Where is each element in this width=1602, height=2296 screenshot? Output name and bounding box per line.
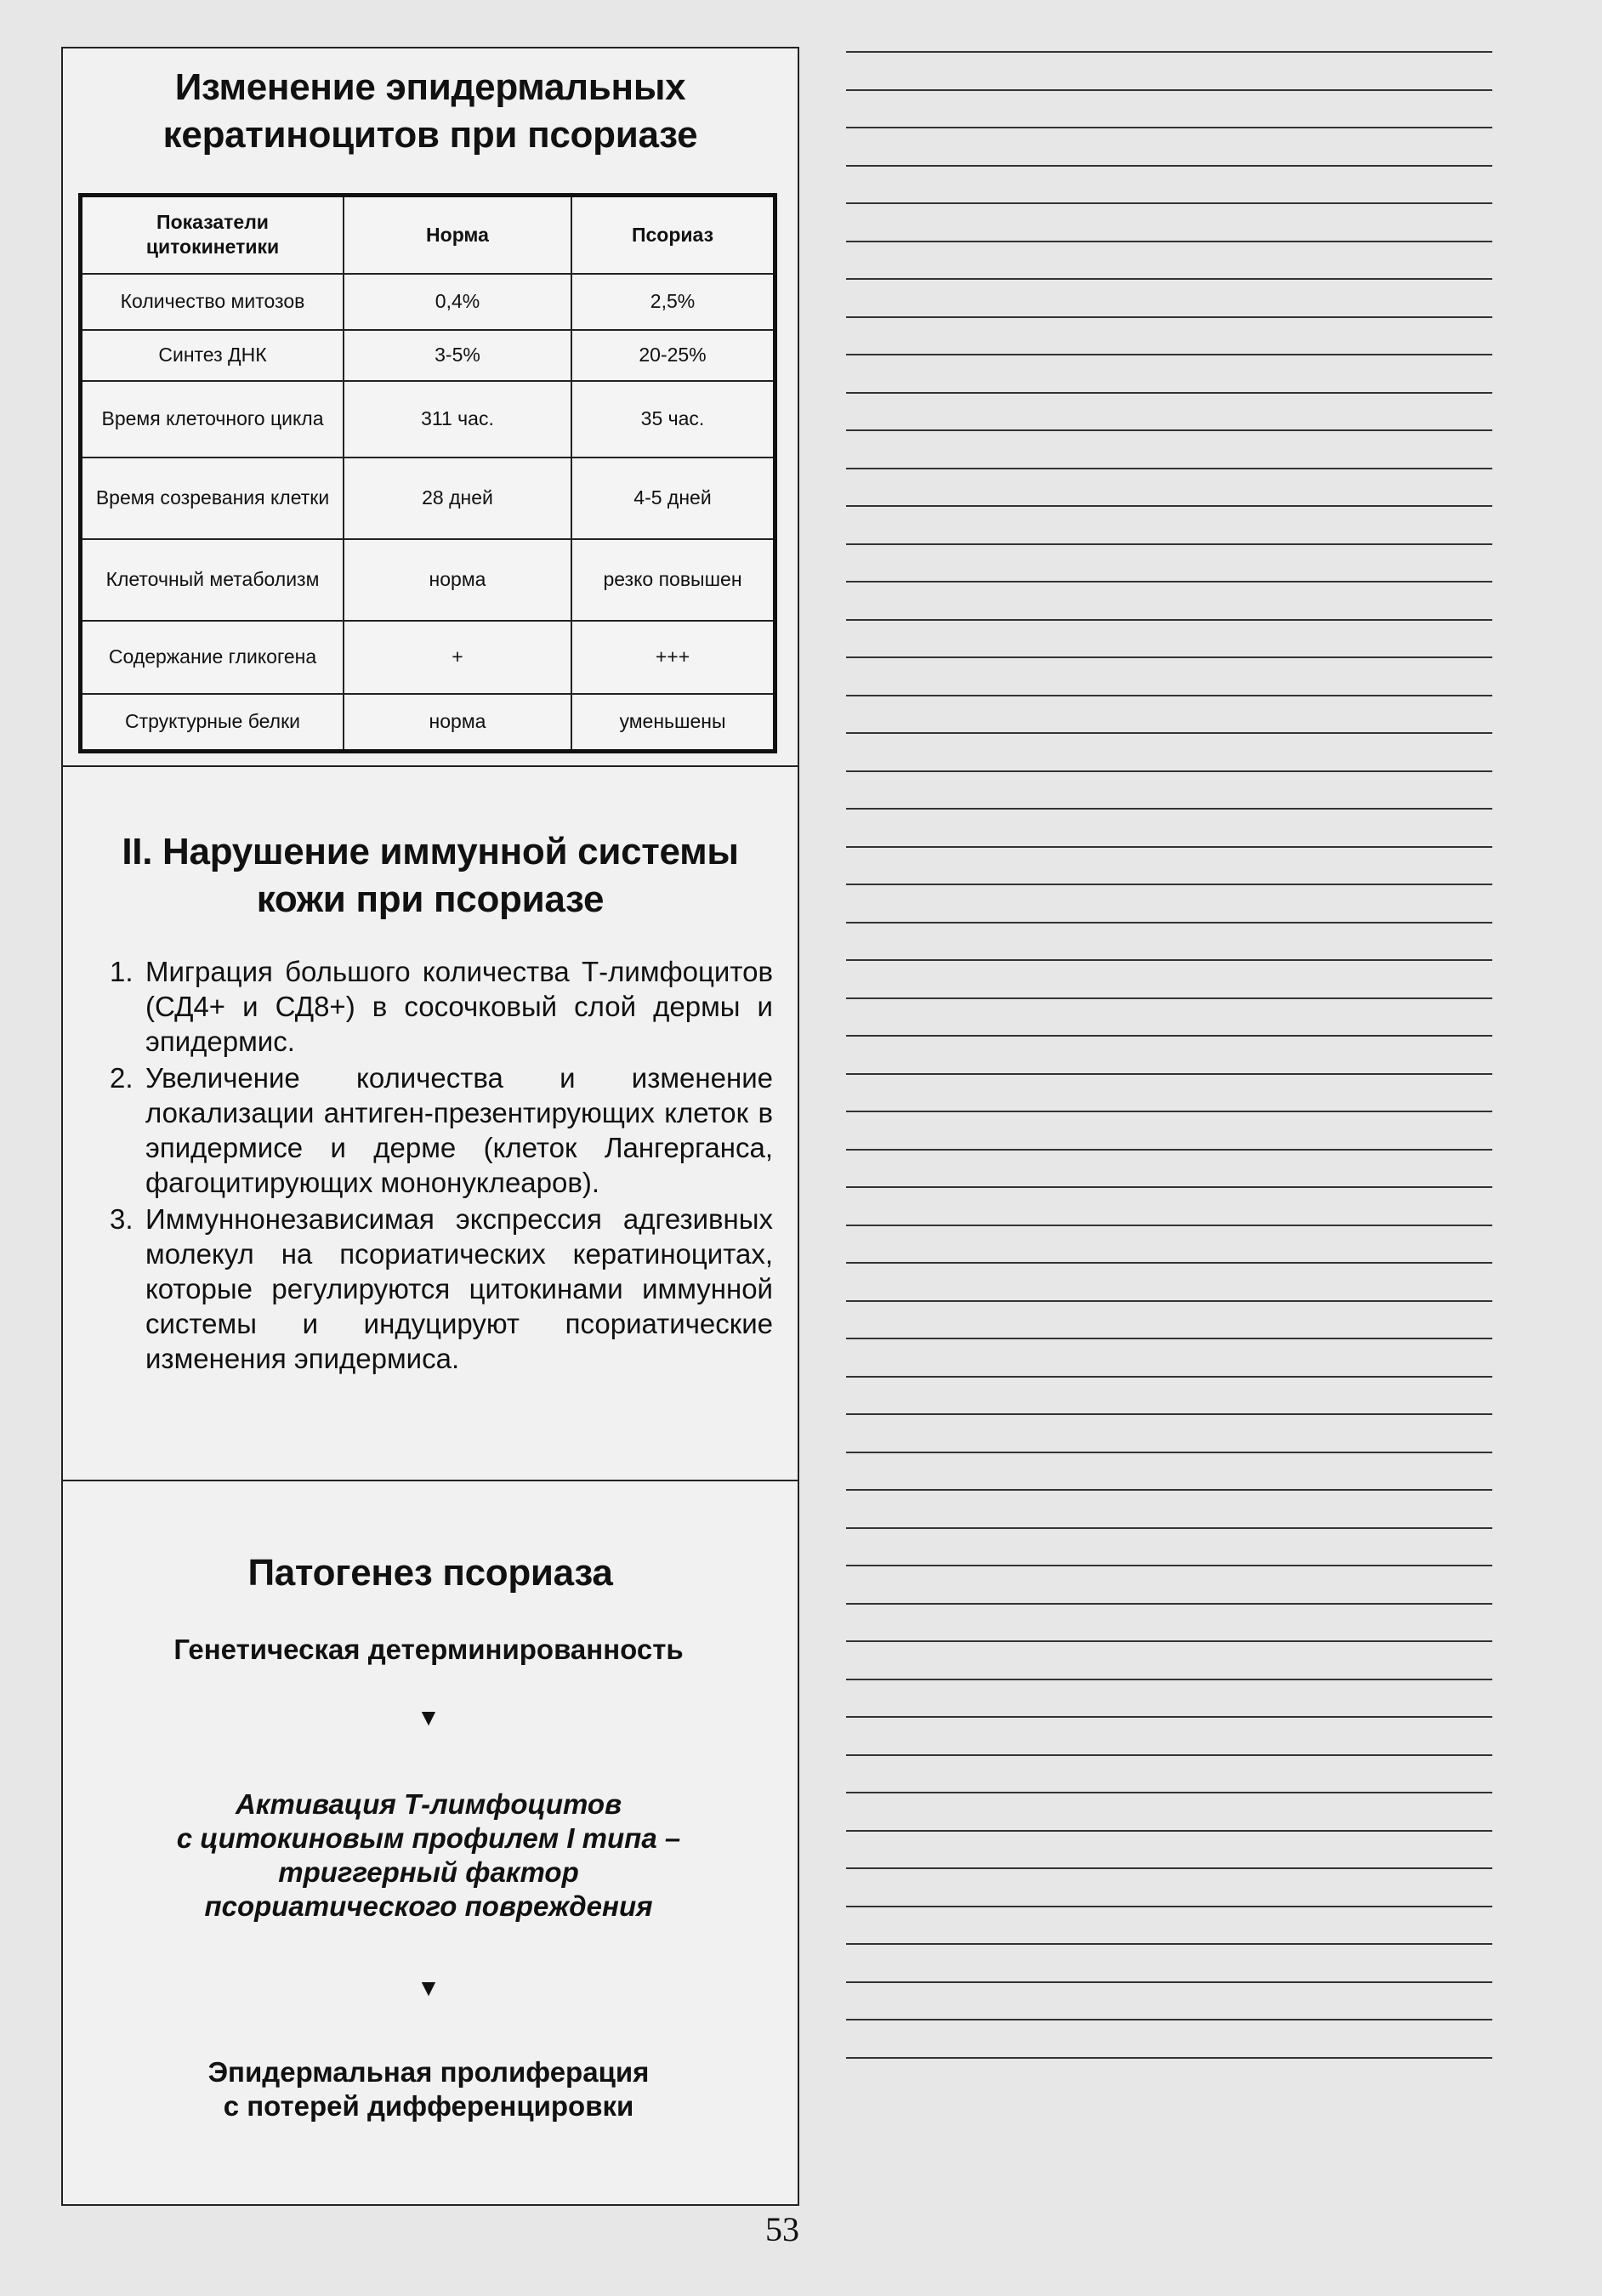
list-number: 3.: [110, 1203, 134, 1235]
ruled-line: [846, 1452, 1492, 1453]
table-row: [81, 457, 775, 539]
table-cell: Структурные белки: [81, 694, 344, 752]
table-cell: +: [344, 621, 571, 694]
arrow-down-icon: ▼: [417, 1704, 440, 1731]
ruled-line: [846, 429, 1492, 431]
ruled-line: [846, 1830, 1492, 1832]
list-number: 2.: [110, 1062, 134, 1094]
ruled-line: [846, 89, 1492, 91]
ruled-line: [846, 1073, 1492, 1075]
ruled-line: [846, 846, 1492, 848]
step-epidermal-proliferation: [88, 2055, 769, 2123]
ruled-line: [846, 2019, 1492, 2020]
ruled-line: [846, 1225, 1492, 1226]
ruled-line: [846, 1603, 1492, 1605]
table-cell: Время клеточного цикла: [81, 381, 344, 457]
ruled-line: [846, 127, 1492, 128]
list-item: [110, 954, 773, 1059]
table-cell: Синтез ДНК: [81, 330, 344, 381]
list-item: [110, 1202, 773, 1376]
ruled-line: [846, 51, 1492, 53]
ruled-line: [846, 2057, 1492, 2059]
table-row: [81, 621, 775, 694]
step3-line: Эпидермальная пролиферация: [207, 2056, 650, 2088]
header-psoriasis: Псориаз: [571, 196, 775, 274]
immune-disorder-box: [61, 765, 799, 1483]
ruled-line: [846, 1035, 1492, 1037]
ruled-line: [846, 468, 1492, 469]
ruled-line: [846, 354, 1492, 355]
table-cell: 28 дней: [344, 457, 571, 539]
table-cell: уменьшены: [571, 694, 775, 752]
step2-line: Активация Т-лимфоцитов: [235, 1788, 622, 1820]
immune-title-line2: кожи при псориазе: [256, 878, 605, 920]
header-norm: Норма: [344, 196, 571, 274]
table-cell: 20-25%: [571, 330, 775, 381]
ruled-line: [846, 1640, 1492, 1642]
ruled-line: [846, 392, 1492, 394]
ruled-line: [846, 1376, 1492, 1378]
arrow-down-icon: ▼: [417, 1975, 440, 2001]
epidermal-title-line2: кератиноцитов при псориазе: [162, 114, 698, 156]
ruled-line: [846, 1149, 1492, 1151]
ruled-line: [846, 959, 1492, 961]
ruled-line: [846, 1943, 1492, 1945]
ruled-line: [846, 656, 1492, 658]
ruled-line: [846, 1413, 1492, 1415]
ruled-line: [846, 1527, 1492, 1529]
ruled-line: [846, 1906, 1492, 1907]
ruled-line: [846, 808, 1492, 810]
ruled-line: [846, 1754, 1492, 1756]
step-genetic-determination: Генетическая детерминированность: [173, 1634, 684, 1665]
table-cell: Содержание гликогена: [81, 621, 344, 694]
step3-line: с потерей дифференцировки: [223, 2090, 634, 2122]
ruled-line: [846, 1679, 1492, 1680]
ruled-line: [846, 1981, 1492, 1983]
table-row: [81, 381, 775, 457]
ruled-line: [846, 278, 1492, 280]
immune-list: [110, 954, 773, 1378]
step-t-lymphocyte-activation: [88, 1787, 769, 1924]
epidermal-changes-box: [61, 47, 799, 769]
page-number: 53: [765, 2210, 799, 2248]
table-cell: 2,5%: [571, 274, 775, 330]
table-row: [81, 330, 775, 381]
epidermal-title-line1: Изменение эпидермальных: [174, 66, 686, 108]
table-cell: 0,4%: [344, 274, 571, 330]
step2-line: с цитокиновым профилем I типа –: [176, 1822, 681, 1854]
header-indicators: Показатели цитокинетики: [81, 196, 344, 274]
list-text: Увеличение количества и изменение локализации антиген-презентирующих клеток в эпидермисе и дерме (клеток Лангерганса, фагоцитирующих мононуклеаров).: [145, 1062, 773, 1198]
ruled-line: [846, 1489, 1492, 1491]
table-cell: Количество митозов: [81, 274, 344, 330]
ruled-line: [846, 997, 1492, 999]
immune-title-line1: II. Нарушение иммунной системы: [122, 831, 739, 872]
list-text: Иммуннонезависимая экспрессия адгезивных молекул на псориатических кератиноцитах, которые регулируются цитокинами иммунной системы и индуцируют псориатические изменения эпидермиса.: [145, 1203, 773, 1374]
ruled-line: [846, 543, 1492, 545]
table-cell: 3-5%: [344, 330, 571, 381]
ruled-line: [846, 581, 1492, 583]
ruled-line: [846, 695, 1492, 696]
ruled-line: [846, 165, 1492, 167]
table-cell: Клеточный метаболизм: [81, 539, 344, 621]
ruled-line: [846, 619, 1492, 621]
ruled-line: [846, 1565, 1492, 1566]
table-cell: 35 час.: [571, 381, 775, 457]
ruled-line: [846, 922, 1492, 924]
list-item: [110, 1060, 773, 1200]
ruled-line: [846, 1186, 1492, 1188]
ruled-line: [846, 202, 1492, 204]
ruled-line: [846, 241, 1492, 242]
pathogenesis-box: [61, 1480, 799, 2206]
ruled-line: [846, 1716, 1492, 1718]
ruled-line: [846, 1111, 1492, 1112]
list-text: Миграция большого количества Т-лимфоцитов (СД4+ и СД8+) в сосочковый слой дермы и эпидермис.: [145, 956, 773, 1057]
ruled-line: [846, 1338, 1492, 1339]
ruled-line: [846, 1867, 1492, 1869]
table-cell: Время созревания клетки: [81, 457, 344, 539]
table-row: [81, 694, 775, 752]
table-cell: норма: [344, 694, 571, 752]
cytokinetics-table: [78, 193, 777, 753]
ruled-line: [846, 1262, 1492, 1264]
step2-line: триггерный фактор: [278, 1856, 579, 1888]
lined-notes-page: [846, 51, 1492, 2100]
ruled-line: [846, 1300, 1492, 1302]
list-number: 1.: [110, 956, 134, 987]
table-cell: резко повышен: [571, 539, 775, 621]
ruled-line: [846, 316, 1492, 318]
table-cell: +++: [571, 621, 775, 694]
table-cell: 4-5 дней: [571, 457, 775, 539]
pathogenesis-title: Патогенез псориаза: [247, 1552, 613, 1594]
ruled-line: [846, 884, 1492, 885]
ruled-line: [846, 732, 1492, 734]
ruled-line: [846, 770, 1492, 772]
ruled-line: [846, 505, 1492, 507]
step2-line: псориатического повреждения: [204, 1890, 653, 1922]
ruled-line: [846, 1792, 1492, 1793]
table-header-row: [81, 196, 775, 274]
table-row: [81, 274, 775, 330]
table-row: [81, 539, 775, 621]
table-cell: норма: [344, 539, 571, 621]
table-cell: 311 час.: [344, 381, 571, 457]
